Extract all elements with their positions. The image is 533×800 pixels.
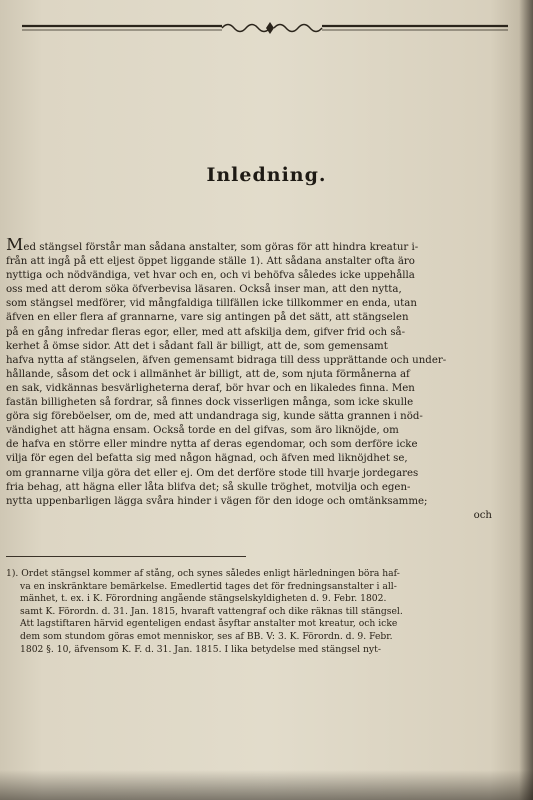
footnote-line: samt K. Förordn. d. 31. Jan. 1815, hvaraft vattengraf och dike räknas till stängsel.	[20, 605, 403, 617]
body-line: Med stängsel förstår man sådana anstalter, som göras för att hindra kreatur i-	[6, 238, 512, 255]
body-line: oss med att derom söka öfverbevisa läsaren. Också inser man, att den nytta,	[6, 284, 402, 296]
chapter-heading: Inledning.	[206, 164, 327, 186]
body-line: och	[473, 509, 492, 521]
footnote-divider	[6, 556, 246, 557]
drop-cap: M	[6, 238, 24, 255]
footnote-line: 1802 §. 10, äfvensom K. F. d. 31. Jan. 1815. I lika betydelse med stängsel nyt-	[20, 643, 381, 655]
body-line: kerhet å ömse sidor. Att det i sådant fall är billigt, att de, som gemensamt	[6, 340, 388, 352]
body-line: göra sig föreböelser, om de, med att undandraga sig, kunde sätta grannen i nöd-	[6, 411, 423, 423]
page-bottom-shadow	[0, 770, 533, 800]
body-line: hafva nytta af stängselen, äfven gemensamt bidraga till dess upprättande och under-	[6, 354, 447, 366]
footnote-line: 1). Ordet stängsel kommer af stång, och synes således enligt härledningen böra haf-	[6, 568, 400, 579]
footnote-line: Att lagstiftaren härvid egenteligen endast åsyftar anstalter mot kreatur, och icke	[20, 618, 398, 630]
body-line: en sak, vidkännas besvärligheterna deraf, bör hvar och en likaledes finna. Men	[6, 382, 415, 394]
footnote-line: va en inskränktare bemärkelse. Emedlertid tages det för fredningsanstalter i all-	[20, 580, 397, 592]
body-line: äfven en eller flera af grannarne, vare sig antingen på det sätt, att stängselen	[6, 312, 409, 324]
body-line: vilja för egen del befatta sig med någon hägnad, och äfven med liknöjdhet se,	[6, 453, 408, 465]
body-line: de hafva en större eller mindre nytta af deras egendomar, och som derföre icke	[6, 439, 418, 451]
body-line: nyttiga och nödvändiga, vet hvar och en, och vi behöfva således icke uppehålla	[6, 270, 415, 282]
body-line: på en gång infredar fleras egor, eller, med att afskilja dem, gifver frid och så-	[6, 326, 406, 338]
footnote-line: dem som stundom göras emot menniskor, ses af BB. V: 3. K. Förordn. d. 9. Febr.	[20, 630, 393, 642]
body-line: hållande, såsom det ock i allmänhet är billigt, att de, som njuta förmånerna af	[6, 368, 410, 380]
body-line: fastän billigheten så fordrar, så finnes dock visserligen många, som icke skulle	[6, 397, 414, 409]
ornament-rule-icon	[22, 18, 508, 40]
body-line: vändighet att hägna ensam. Också torde en del gifvas, som äro liknöjde, om	[6, 425, 399, 437]
body-line: om grannarne vilja göra det eller ej. Om det derföre stode till hvarje jordegares	[6, 467, 419, 479]
body-line: nytta uppenbarligen lägga svåra hinder i vägen för den idoge och omtänksamme;	[6, 495, 428, 507]
body-line: som stängsel medförer, vid mångfaldiga tillfällen icke tillkommer en enda, utan	[6, 298, 417, 310]
footnote	[6, 568, 512, 656]
body-text	[6, 238, 512, 523]
page-edge-shadow	[519, 0, 533, 800]
body-line: fria behag, att hägna eller låta blifva det; så skulle tröghet, motvilja och egen-	[6, 481, 411, 493]
footnote-line: mänhet, t. ex. i K. Förordning angående stängselskyldigheten d. 9. Febr. 1802.	[20, 593, 387, 605]
body-line: från att ingå på ett eljest öppet liggande ställe 1). Att sådana anstalter ofta äro	[6, 256, 415, 268]
